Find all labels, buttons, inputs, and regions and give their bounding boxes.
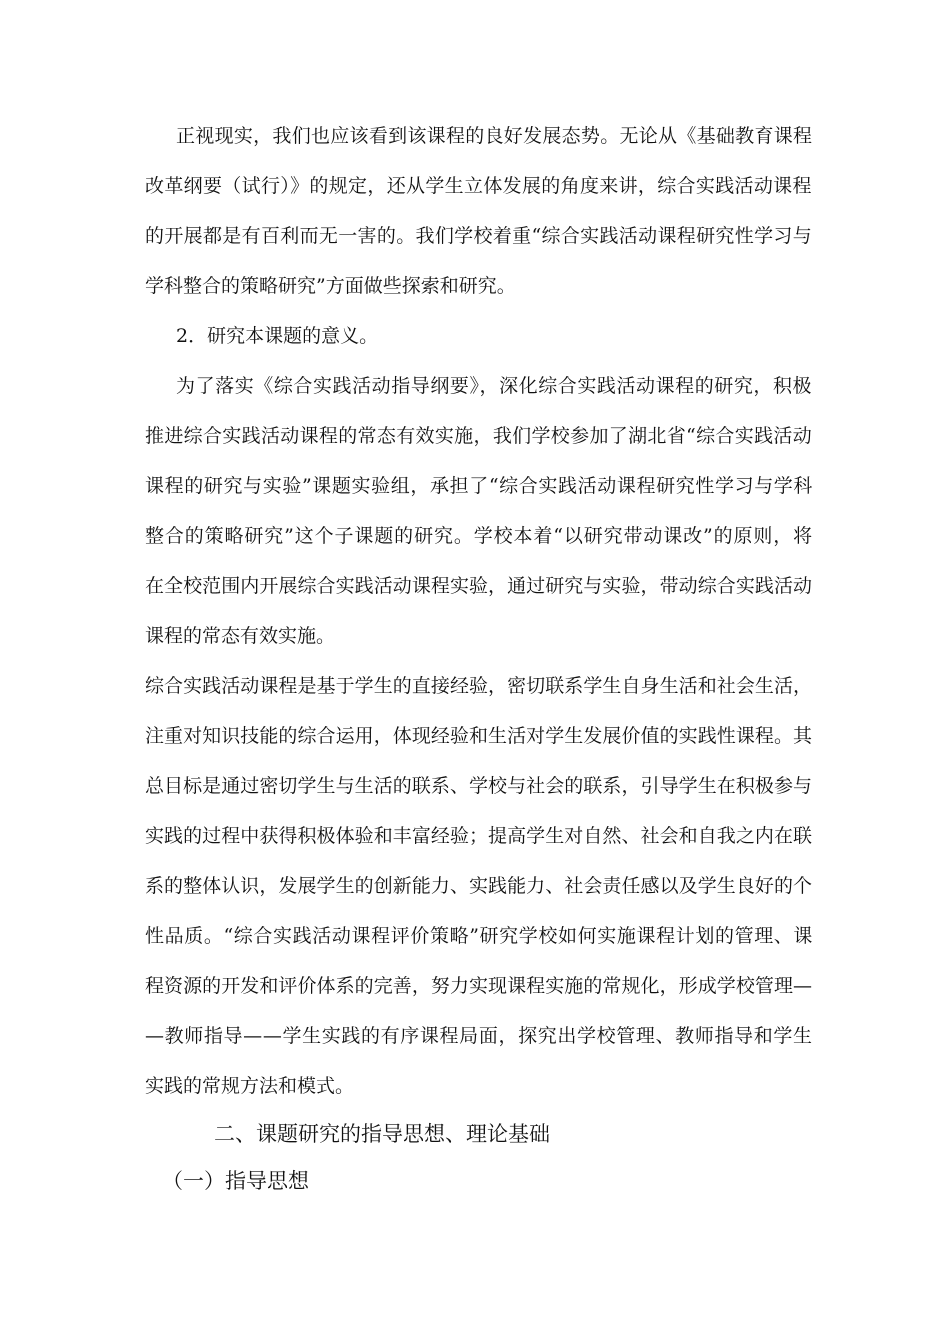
- section-heading: 二、课题研究的指导思想、理论基础: [214, 1122, 550, 1146]
- subsection-heading: （一）指导思想: [162, 1169, 309, 1193]
- paragraph-3-line-3: 课程的研究与实验”课题实验组，承担了“综合实践活动课程研究性学习与学科: [145, 475, 814, 497]
- paragraph-4-line-4: 实践的过程中获得积极体验和丰富经验；提高学生对自然、社会和自我之内在联: [145, 825, 813, 847]
- paragraph-1-line-1: 正视现实，我们也应该看到该课程的良好发展态势。无论从《基础教育课程: [176, 125, 813, 147]
- paragraph-4-line-9: 实践的常规方法和模式。: [145, 1075, 355, 1097]
- paragraph-4-line-8: —教师指导——学生实践的有序课程局面，探究出学校管理、教师指导和学生: [145, 1025, 813, 1047]
- paragraph-4-line-1: 综合实践活动课程是基于学生的直接经验，密切联系学生自身生活和社会生活，: [145, 675, 813, 697]
- paragraph-3-line-2: 推进综合实践活动课程的常态有效实施，我们学校参加了湖北省“综合实践活动: [145, 425, 813, 447]
- paragraph-3-line-6: 课程的常态有效实施。: [145, 625, 336, 647]
- paragraph-1-line-2: 改革纲要（试行）》的规定，还从学生立体发展的角度来讲，综合实践活动课程: [145, 175, 812, 197]
- paragraph-3-line-4: 整合的策略研究”这个子课题的研究。学校本着“以研究带动课改”的原则，将: [145, 525, 814, 547]
- paragraph-4-line-2: 注重对知识技能的综合运用，体现经验和生活对学生发展价值的实践性课程。其: [145, 725, 813, 747]
- paragraph-4-line-3: 总目标是通过密切学生与生活的联系、学校与社会的联系，引导学生在积极参与: [145, 775, 813, 797]
- paragraph-2-line-1: 2．研究本课题的意义。: [176, 325, 379, 347]
- paragraph-4-line-5: 系的整体认识，发展学生的创新能力、实践能力、社会责任感以及学生良好的个: [145, 875, 813, 897]
- paragraph-1-line-3: 的开展都是有百利而无一害的。我们学校着重“综合实践活动课程研究性学习与: [145, 225, 813, 247]
- paragraph-3-line-1: 为了落实《综合实践活动指导纲要》，深化综合实践活动课程的研究，积极: [176, 375, 813, 397]
- paragraph-1-line-4: 学科整合的策略研究”方面做些探索和研究。: [145, 275, 516, 297]
- paragraph-4-line-7: 程资源的开发和评价体系的完善，努力实现课程实施的常规化，形成学校管理—: [145, 975, 813, 997]
- paragraph-4-line-6: 性品质。“综合实践活动课程评价策略”研究学校如何实施课程计划的管理、课: [145, 925, 814, 947]
- paragraph-3-line-5: 在全校范围内开展综合实践活动课程实验，通过研究与实验，带动综合实践活动: [145, 575, 813, 597]
